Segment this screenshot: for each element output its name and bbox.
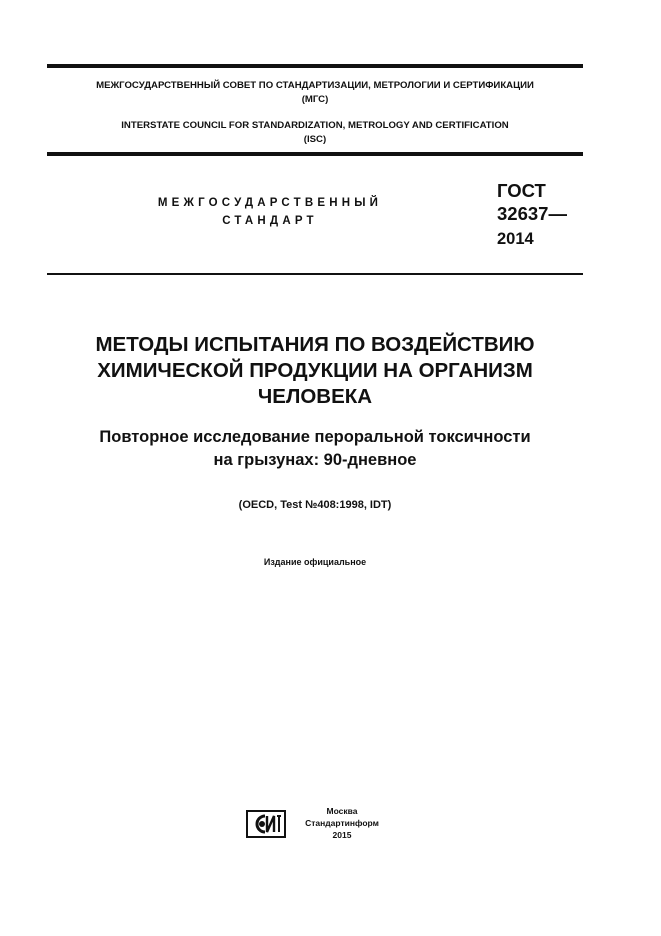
council-english-abbr: (ISC) [303,134,327,145]
gost-number: 32637— [497,203,567,224]
gost-year: 2014 [497,230,534,248]
document-title-line3: ЧЕЛОВЕКА [257,385,373,408]
header-top-rule [47,64,583,68]
council-english-name: INTERSTATE COUNCIL FOR STANDARDIZATION, METROLOGY AND CERTIFICATION [121,120,509,131]
council-russian [47,79,583,107]
publisher-year: 2015 [332,830,352,840]
edition-note: Издание официальное [263,557,367,567]
publisher-name: Стандартинформ [305,818,379,828]
publisher-city: Москва [326,806,358,816]
standard-label-line1: МЕЖГОСУДАРСТВЕННЫЙ [157,197,383,209]
document-title-line2: ХИМИЧЕСКОЙ ПРОДУКЦИИ НА ОРГАНИЗМ [97,359,533,382]
header-bottom-rule [47,152,583,156]
document-subtitle-line2: на грызунах: 90-дневное [213,451,417,469]
document-subtitle-line1: Повторное исследование пероральной токсичности [99,428,531,446]
council-english [47,119,583,147]
council-russian-name: МЕЖГОСУДАРСТВЕННЫЙ СОВЕТ ПО СТАНДАРТИЗАЦИИ, МЕТРОЛОГИИ И СЕРТИФИКАЦИИ [96,80,534,91]
council-russian-abbr: (МГС) [301,94,329,105]
standard-label-line2: СТАНДАРТ [222,215,318,227]
oecd-reference: (OECD, Test №408:1998, IDT) [238,499,392,511]
gost-prefix: ГОСТ [497,180,546,201]
standartinform-logo-icon [246,810,286,838]
standard-divider-rule [47,273,583,275]
document-title-line1: МЕТОДЫ ИСПЫТАНИЯ ПО ВОЗДЕЙСТВИЮ [95,333,535,356]
